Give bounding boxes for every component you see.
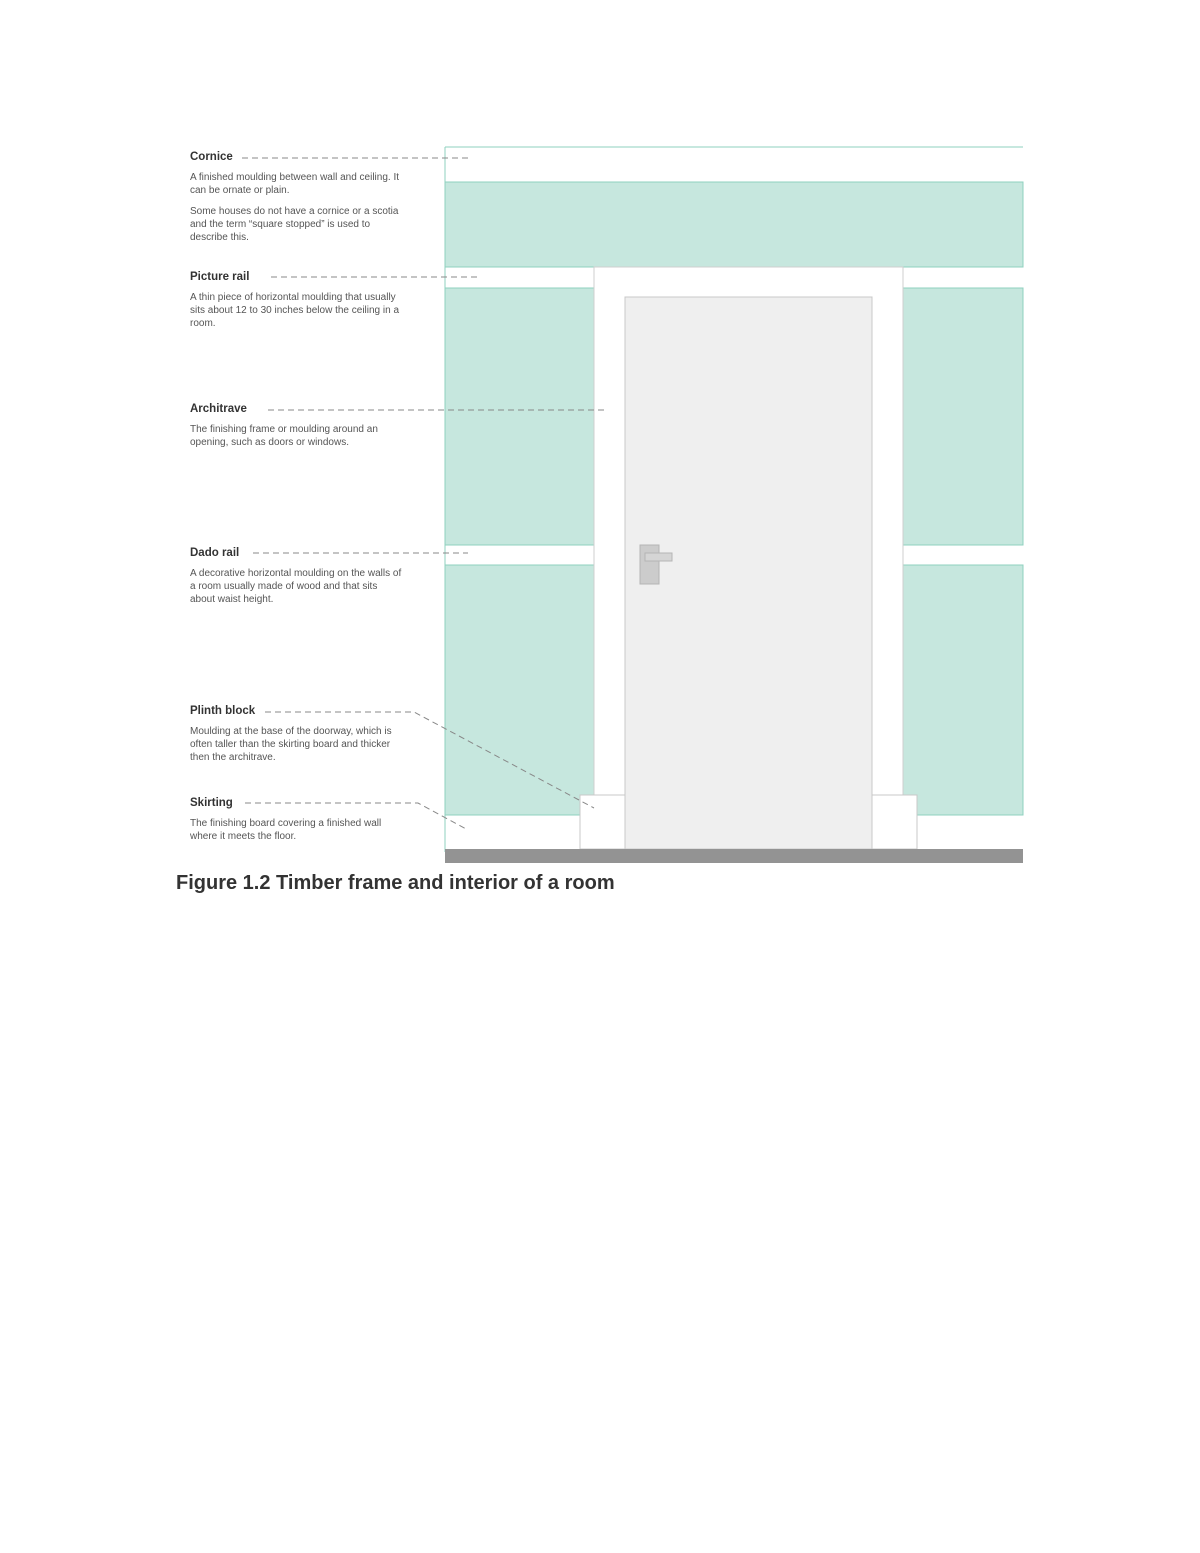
wall-elevation — [445, 147, 1023, 863]
picture-rail-term: Picture rail — [190, 271, 250, 283]
cornice-note: Some houses do not have a cornice or a scotia and the term “square stopped” is used to describe this. — [190, 206, 399, 243]
cornice-description: A finished moulding between wall and ceiling. It can be ornate or plain. — [190, 172, 400, 196]
plinth-block-term: Plinth block — [190, 705, 256, 717]
upper-wall-panel — [445, 182, 1023, 267]
plinth-block-label — [190, 705, 405, 764]
dado-rail-term: Dado rail — [190, 547, 240, 559]
lower-wall-panel-right — [903, 565, 1023, 815]
cornice-term: Cornice — [190, 151, 233, 163]
plinth-block-left — [580, 795, 625, 849]
door — [625, 297, 872, 849]
dado-rail-label — [190, 547, 405, 606]
architrave-term: Architrave — [190, 403, 247, 415]
plinth-block-right — [872, 795, 917, 849]
cornice-label — [190, 151, 405, 244]
figure-caption: Figure 1.2 Timber frame and interior of a room — [176, 872, 615, 894]
plinth-block-description: Moulding at the base of the doorway, which is often taller than the skirting board and thicker then the architrave. — [190, 726, 392, 763]
architrave-description: The finishing frame or moulding around an opening, such as doors or windows. — [190, 424, 378, 448]
skirting-label — [190, 797, 405, 843]
floor — [445, 849, 1023, 863]
middle-wall-panel-right — [903, 288, 1023, 545]
architrave-label — [190, 403, 405, 449]
dado-rail-description: A decorative horizontal moulding on the walls of a room usually made of wood and that sits about waist height. — [190, 568, 402, 605]
skirting-description: The finishing board covering a finished wall where it meets the floor. — [190, 818, 382, 842]
middle-wall-panel-left — [445, 288, 594, 545]
lower-wall-panel-left — [445, 565, 594, 815]
picture-rail-description: A thin piece of horizontal moulding that usually sits about 12 to 30 inches below the ceiling in a room. — [190, 292, 400, 329]
skirting-term: Skirting — [190, 797, 233, 809]
picture-rail-label — [190, 271, 405, 330]
